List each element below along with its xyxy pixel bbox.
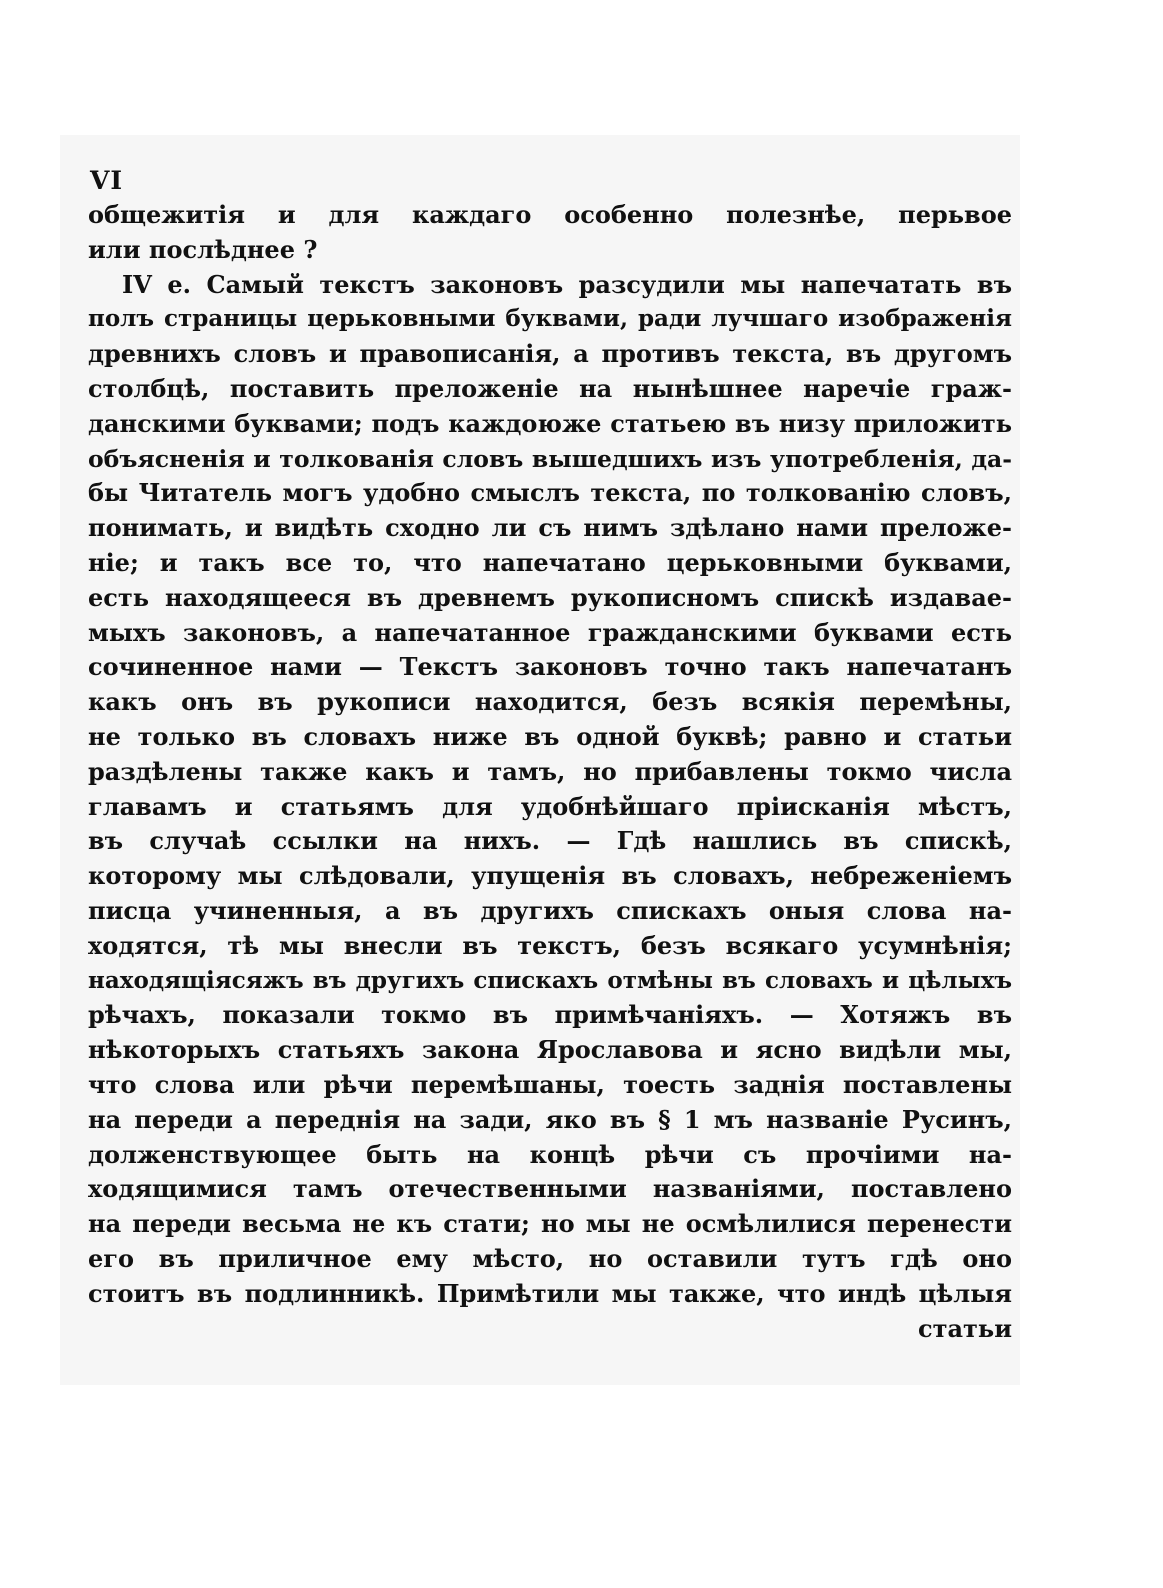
text-line: сочиненное нами — Текстъ законовъ точно такъ напечатанъ (88, 652, 1012, 682)
text-line: или послѣднее ? (88, 234, 318, 264)
text-line: которому мы слѣдовали, упущенія въ словахъ, небреженіемъ (88, 861, 1012, 891)
text-line: его въ приличное ему мѣсто, но оставили тутъ гдѣ оно (88, 1243, 1012, 1273)
text-line: есть находящееся въ древнемъ рукописномъ спискѣ издавае- (88, 582, 1012, 612)
text-line: бы Читатель могъ удобно смыслъ текста, по толкованію словъ, (88, 478, 1012, 508)
body-text (88, 198, 1012, 1346)
text-line: понимать, и видѣть сходно ли съ нимъ здѣлано нами преложе- (88, 513, 1012, 543)
text-line: стоитъ въ подлинникѣ. Примѣтили мы также, что индѣ цѣлыя (88, 1278, 1012, 1308)
text-line: столбцѣ, поставить преложеніе на нынѣшнее наречіе граж- (88, 373, 1012, 403)
text-line: какъ онъ въ рукописи находится, безъ всякія перемѣны, (88, 687, 1012, 717)
page-number: VI (90, 166, 124, 195)
text-line: объясненія и толкованія словъ вышедшихъ изъ употребленія, да- (88, 444, 1012, 473)
text-line: главамъ и статьямъ для удобнѣйшаго пріисканія мѣстъ, (88, 791, 1012, 821)
text-line: на переди а переднія на зади, яко въ § 1 мъ названіе Русинъ, (88, 1104, 1012, 1134)
text-line: не только въ словахъ ниже въ одной буквѣ; равно и статьи (88, 721, 1012, 751)
text-line: писца учиненныя, а въ другихъ спискахъ оныя слова на- (88, 895, 1012, 925)
text-line: древнихъ словъ и правописанія, а противъ текста, въ другомъ (88, 339, 1012, 369)
text-line: ходящимися тамъ отечественными названіями, поставлено (88, 1174, 1012, 1204)
text-line: ходятся, тѣ мы внесли въ текстъ, безъ всякаго усумнѣнія; (88, 930, 1012, 960)
text-line: рѣчахъ, показали токмо въ примѣчаніяхъ. — Хотяжъ въ (88, 1000, 1012, 1030)
text-line: данскими буквами; подъ каждоюже статьею въ низу приложить (88, 408, 1012, 438)
text-line: IV е. Самый текстъ законовъ разсудили мы напечатать въ (122, 269, 1012, 299)
text-line: что слова или рѣчи перемѣшаны, тоесть заднія поставлены (88, 1069, 1012, 1099)
text-line: на переди весьма не къ стати; но мы не осмѣлилися перенести (88, 1209, 1012, 1239)
text-line: ніе; и такъ все то, что напечатано церьковными буквами, (88, 547, 1012, 577)
text-line: мыхъ законовъ, а напечатанное гражданскими буквами есть (88, 617, 1012, 647)
text-line: въ случаѣ ссылки на нихъ. — Гдѣ нашлись въ спискѣ, (88, 826, 1012, 856)
catchword: статьи (918, 1313, 1012, 1343)
text-line: общежитія и для каждаго особенно полезнѣе, перьвое (88, 200, 1012, 229)
text-line: долженствующее быть на концѣ рѣчи съ прочіими на- (88, 1139, 1012, 1169)
text-line: нѣкоторыхъ статьяхъ закона Ярославова и ясно видѣли мы, (88, 1035, 1012, 1065)
text-line: находящіясяжъ въ другихъ спискахъ отмѣны въ словахъ и цѣлыхъ (88, 966, 1012, 994)
text-line: полъ страницы церьковными буквами, ради лучшаго изображенія (88, 305, 1012, 333)
text-line: раздѣлены также какъ и тамъ, но прибавлены токмо числа (88, 756, 1012, 786)
